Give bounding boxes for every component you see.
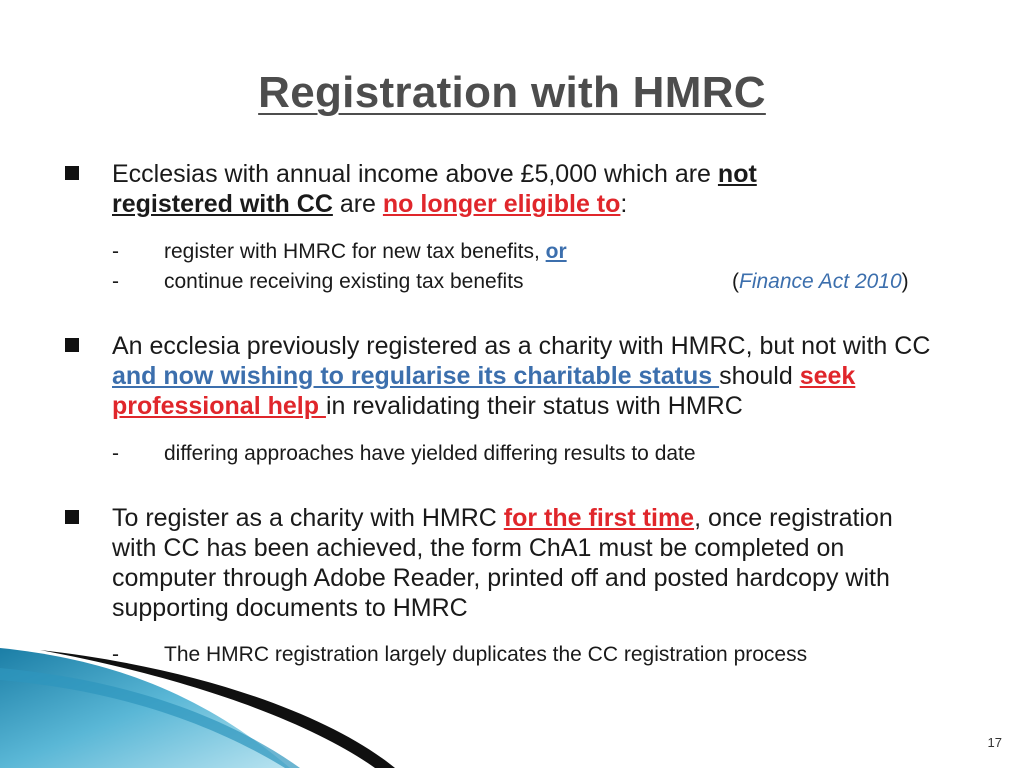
bullet-3-part: , once registration with CC has been achieved, the form ChA1 must be completed on computer through Adobe Reader, printed off and posted hardcopy with supporting documents to HMRC bbox=[112, 504, 893, 622]
dash-marker: - bbox=[112, 240, 119, 263]
regularise-emphasis: and now wishing to regularise its charitable status bbox=[112, 362, 720, 390]
not-emphasis: not bbox=[717, 160, 757, 188]
dash-marker: - bbox=[112, 442, 119, 465]
bullet-square-icon bbox=[65, 338, 79, 352]
sub-text: The HMRC registration largely duplicates the CC registration process bbox=[164, 643, 808, 666]
bullet-square-icon bbox=[65, 510, 79, 524]
registered-with-cc-emphasis: registered with CC bbox=[112, 190, 333, 218]
dash-marker: - bbox=[112, 270, 119, 293]
sub-text: register with HMRC for new tax benefits, bbox=[164, 240, 546, 263]
seek-help-emphasis: seek professional help bbox=[112, 362, 856, 420]
finance-act-text: Finance Act 2010 bbox=[739, 270, 902, 293]
bullet-2-part: An ecclesia previously registered as a charity with HMRC, but not with CC bbox=[112, 332, 931, 360]
bullet-1-text bbox=[112, 159, 992, 219]
or-emphasis: or bbox=[545, 240, 567, 263]
no-longer-eligible-emphasis: no longer eligible to bbox=[382, 190, 621, 218]
sub-text: continue receiving existing tax benefits bbox=[164, 270, 524, 293]
sub-text: differing approaches have yielded differing results to date bbox=[164, 442, 696, 465]
bullet-1-part: are bbox=[332, 190, 383, 218]
dash-marker: - bbox=[112, 643, 119, 666]
bullet-1-part: Ecclesias with annual income above £5,000 which are bbox=[112, 160, 718, 188]
title-text: Registration with HMRC bbox=[258, 68, 766, 117]
bullet-1-part: : bbox=[620, 190, 628, 218]
page-number: 17 bbox=[987, 735, 1002, 750]
first-time-emphasis: for the first time bbox=[503, 504, 695, 532]
bullet-2-part: in revalidating their status with HMRC bbox=[325, 392, 743, 420]
bullet-square-icon bbox=[65, 166, 79, 180]
page-title bbox=[0, 68, 1024, 118]
bullet-2-text bbox=[112, 331, 972, 421]
bullet-2-part: should bbox=[719, 362, 800, 390]
finance-act-reference: (Finance Act 2010) bbox=[732, 270, 909, 293]
bullet-3-part: To register as a charity with HMRC bbox=[112, 504, 504, 532]
bullet-3-text bbox=[112, 503, 932, 623]
